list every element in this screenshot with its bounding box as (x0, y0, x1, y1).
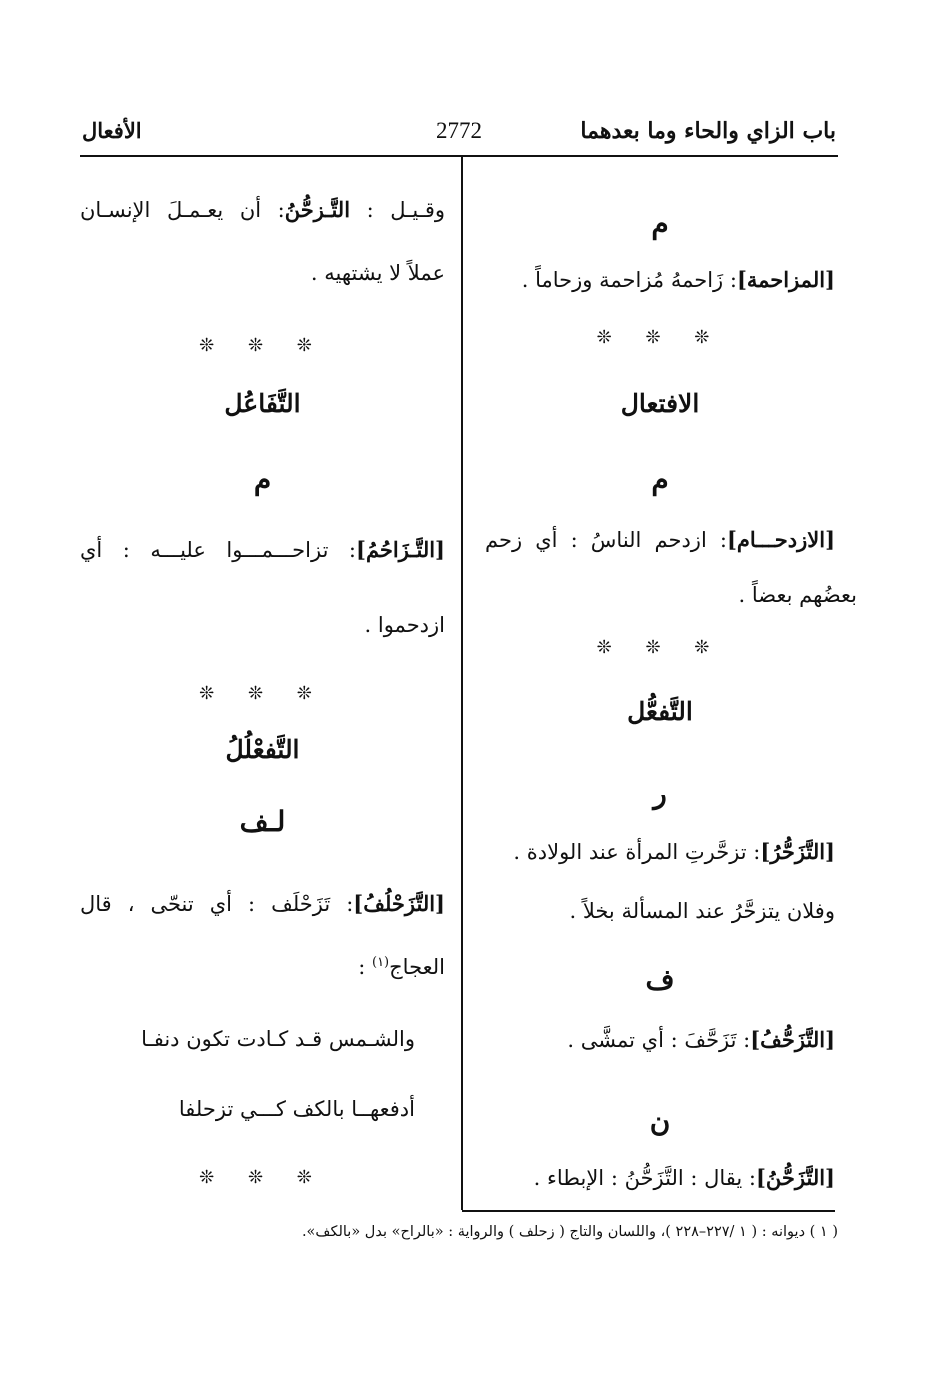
entry-headword: التَّـزحُّنُ (284, 197, 351, 222)
root-letter-f: ف (645, 963, 675, 996)
entry-text: : يقال : التَّزَحُّنُ : الإبطاء . (533, 1166, 756, 1190)
entry-text: : تزحَّرتِ المرأة عند الولادة . (513, 840, 761, 864)
header-rule (80, 155, 838, 157)
entry-text: : تزاحـــمـــوا عليـــه : أي (80, 538, 357, 562)
section-separator: ❊ ❊ ❊ (199, 683, 326, 704)
entry-text: : أن يعـمـلَ الإنسـان (80, 198, 285, 222)
entry-tazahhun (485, 1165, 835, 1191)
section-heading-tafaul: التَّفعُّل (627, 697, 693, 726)
root-letter-m: م (253, 463, 272, 496)
entry-headword: [التَّزَحْلُفُ] (353, 891, 445, 916)
entry-headword: [التَّزَحُّنُ] (756, 1165, 835, 1190)
section-separator: ❊ ❊ ❊ (199, 335, 326, 356)
entry-qila (80, 197, 445, 223)
entry-headword: [التَّزَحُّرُ] (760, 839, 835, 864)
page-number: 2772 (436, 118, 482, 143)
entry-text: : زَاحمهُ مُزاحمة وزحاماً . (521, 268, 737, 292)
section-title: الأفعال (82, 118, 142, 143)
entry-tazahum-cont: ازدحموا . (364, 613, 445, 637)
entry-tazahum (80, 537, 445, 563)
entry-headword: [التَّـزَاحُمُ] (356, 537, 445, 562)
column-divider (461, 157, 463, 1210)
entry-tazahhur (485, 839, 835, 865)
section-heading-tafaaul: التَّفَاعُل (224, 389, 301, 418)
entry-izdiham-cont: بعضُهم بعضاً . (738, 583, 857, 607)
entry-qila-cont: عملاً لا يشتهيه . (310, 261, 445, 285)
entry-izdiham (485, 527, 835, 553)
root-letter-r: ر (653, 777, 667, 810)
entry-muzahama (485, 267, 835, 293)
footnote-reference: (١) (371, 955, 390, 970)
entry-tazahhur-cont: وفلان يتزحَّرُ عند المسألة بخلاً . (569, 899, 835, 923)
verse-line-2: أدفعهــا بالكف كـــي تزحلفا (178, 1097, 415, 1121)
entry-tazahhuf (485, 1027, 835, 1053)
section-separator: ❊ ❊ ❊ (596, 327, 724, 348)
verse-line-1: والشـمس قـد كـادت تكون دنفـا (141, 1027, 415, 1051)
entry-tazahluf (80, 891, 445, 917)
root-letter-n: ن (649, 1105, 671, 1138)
entry-text: : ازدحم الناسُ : أي زحم (485, 528, 727, 552)
entry-headword: [الازدحـــام] (726, 527, 835, 552)
root-letter-m: م (651, 207, 669, 240)
entry-tazahluf-cont (80, 955, 445, 980)
entry-text: : تَزَحَّفَ : أي تمشَّى . (567, 1028, 751, 1052)
entry-headword: [التَّزَحُّفُ] (750, 1027, 835, 1052)
entry-text: العجاج (389, 955, 445, 979)
entry-text: : تَزَحْلَف : أي تنحّى ، قال (80, 892, 354, 916)
section-heading-ifteal: الافتعال (620, 389, 700, 418)
entry-text: : (358, 955, 372, 979)
entry-text: وقـيـل : (350, 198, 446, 222)
root-letter-m: م (651, 463, 669, 496)
chapter-title: باب الزاي والحاء وما بعدهما (580, 118, 836, 144)
section-separator: ❊ ❊ ❊ (199, 1167, 326, 1188)
entry-headword: [المزاحمة] (736, 267, 835, 292)
section-separator: ❊ ❊ ❊ (596, 637, 724, 658)
footnote-rule (462, 1210, 835, 1212)
section-heading-tafalul: التَّفعْلُلُ (225, 735, 300, 764)
root-letters-lf: لـف (239, 805, 286, 838)
footnote: ( ١ ) ديوانه : ( ١ /٢٢٧–٢٢٨ )، واللسان والتاج ( زحلف ) والرواية : «بالراح» بدل «بالكف». (301, 1224, 838, 1240)
